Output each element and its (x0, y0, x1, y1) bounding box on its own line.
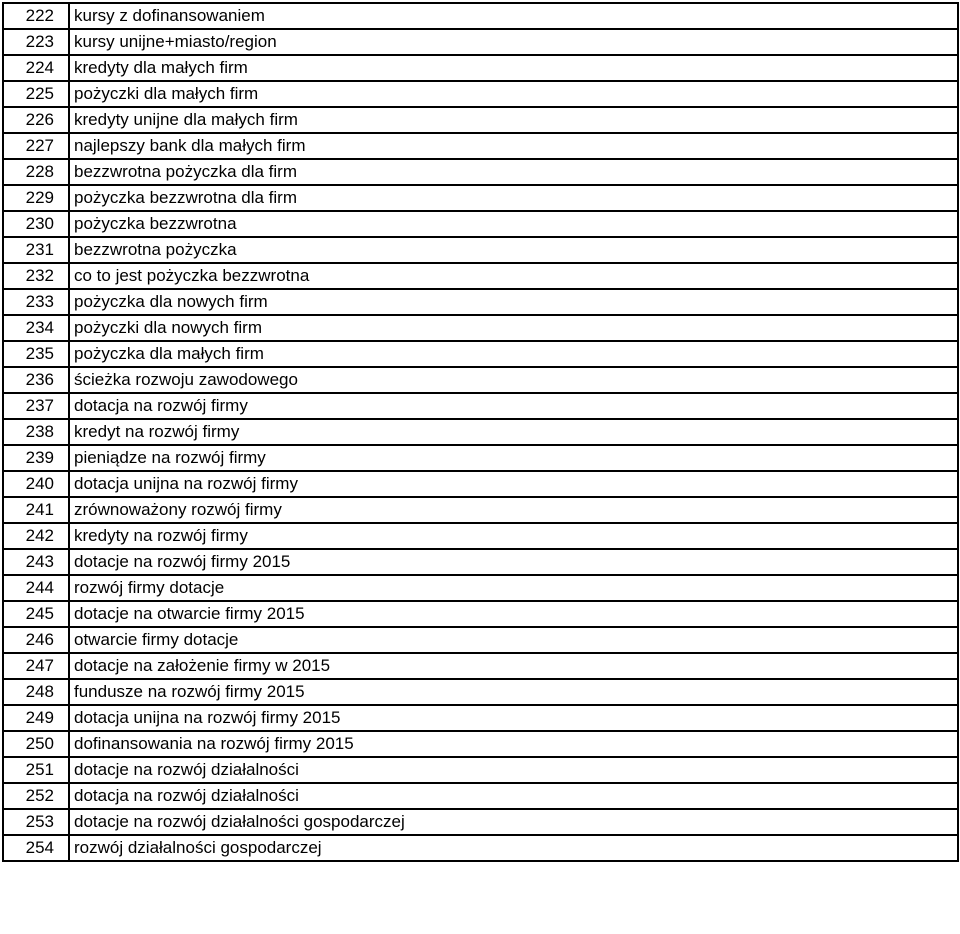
row-number-cell[interactable]: 247 (3, 653, 69, 679)
keyword-cell[interactable]: bezzwrotna pożyczka dla firm (69, 159, 958, 185)
keyword-cell[interactable]: otwarcie firmy dotacje (69, 627, 958, 653)
keyword-cell[interactable]: dotacje na rozwój działalności (69, 757, 958, 783)
table-row (3, 107, 958, 133)
keyword-cell[interactable]: kredyty unijne dla małych firm (69, 107, 958, 133)
keyword-cell[interactable]: kursy z dofinansowaniem (69, 3, 958, 29)
row-number-cell[interactable]: 245 (3, 601, 69, 627)
keyword-cell[interactable]: bezzwrotna pożyczka (69, 237, 958, 263)
keyword-table-body (3, 3, 958, 861)
table-row (3, 705, 958, 731)
keyword-cell[interactable]: pożyczka dla nowych firm (69, 289, 958, 315)
table-row (3, 445, 958, 471)
row-number-cell[interactable]: 236 (3, 367, 69, 393)
keyword-cell[interactable]: dotacje na rozwój działalności gospodarczej (69, 809, 958, 835)
row-number-cell[interactable]: 238 (3, 419, 69, 445)
table-row (3, 471, 958, 497)
row-number-cell[interactable]: 253 (3, 809, 69, 835)
keyword-cell[interactable]: dotacje na otwarcie firmy 2015 (69, 601, 958, 627)
table-row (3, 81, 958, 107)
table-row (3, 29, 958, 55)
table-row (3, 497, 958, 523)
table-row (3, 55, 958, 81)
row-number-cell[interactable]: 241 (3, 497, 69, 523)
table-row (3, 185, 958, 211)
table-row (3, 159, 958, 185)
table-row (3, 263, 958, 289)
keyword-cell[interactable]: najlepszy bank dla małych firm (69, 133, 958, 159)
table-row (3, 731, 958, 757)
table-row (3, 627, 958, 653)
row-number-cell[interactable]: 249 (3, 705, 69, 731)
table-row (3, 367, 958, 393)
table-row (3, 653, 958, 679)
keyword-cell[interactable]: pożyczka bezzwrotna (69, 211, 958, 237)
row-number-cell[interactable]: 240 (3, 471, 69, 497)
table-row (3, 757, 958, 783)
keyword-cell[interactable]: rozwój firmy dotacje (69, 575, 958, 601)
table-row (3, 601, 958, 627)
keyword-cell[interactable]: fundusze na rozwój firmy 2015 (69, 679, 958, 705)
table-row (3, 315, 958, 341)
keyword-cell[interactable]: kursy unijne+miasto/region (69, 29, 958, 55)
keyword-cell[interactable]: dofinansowania na rozwój firmy 2015 (69, 731, 958, 757)
row-number-cell[interactable]: 230 (3, 211, 69, 237)
row-number-cell[interactable]: 244 (3, 575, 69, 601)
table-row (3, 809, 958, 835)
row-number-cell[interactable]: 239 (3, 445, 69, 471)
table-row (3, 341, 958, 367)
keyword-cell[interactable]: dotacja unijna na rozwój firmy 2015 (69, 705, 958, 731)
table-row (3, 835, 958, 861)
row-number-cell[interactable]: 246 (3, 627, 69, 653)
keyword-cell[interactable]: pieniądze na rozwój firmy (69, 445, 958, 471)
keyword-cell[interactable]: kredyty dla małych firm (69, 55, 958, 81)
table-row (3, 133, 958, 159)
keyword-cell[interactable]: dotacja na rozwój działalności (69, 783, 958, 809)
row-number-cell[interactable]: 234 (3, 315, 69, 341)
keyword-cell[interactable]: rozwój działalności gospodarczej (69, 835, 958, 861)
row-number-cell[interactable]: 229 (3, 185, 69, 211)
table-row (3, 679, 958, 705)
row-number-cell[interactable]: 227 (3, 133, 69, 159)
keyword-cell[interactable]: ścieżka rozwoju zawodowego (69, 367, 958, 393)
keyword-cell[interactable]: kredyt na rozwój firmy (69, 419, 958, 445)
row-number-cell[interactable]: 250 (3, 731, 69, 757)
row-number-cell[interactable]: 248 (3, 679, 69, 705)
row-number-cell[interactable]: 254 (3, 835, 69, 861)
keyword-cell[interactable]: pożyczka dla małych firm (69, 341, 958, 367)
table-row (3, 289, 958, 315)
keyword-cell[interactable]: co to jest pożyczka bezzwrotna (69, 263, 958, 289)
row-number-cell[interactable]: 222 (3, 3, 69, 29)
table-row (3, 393, 958, 419)
table-row (3, 549, 958, 575)
row-number-cell[interactable]: 237 (3, 393, 69, 419)
row-number-cell[interactable]: 242 (3, 523, 69, 549)
row-number-cell[interactable]: 243 (3, 549, 69, 575)
table-row (3, 419, 958, 445)
table-row (3, 3, 958, 29)
table-row (3, 237, 958, 263)
keyword-cell[interactable]: dotacje na założenie firmy w 2015 (69, 653, 958, 679)
table-row (3, 523, 958, 549)
keyword-table (2, 2, 959, 862)
table-row (3, 783, 958, 809)
row-number-cell[interactable]: 225 (3, 81, 69, 107)
keyword-cell[interactable]: kredyty na rozwój firmy (69, 523, 958, 549)
keyword-cell[interactable]: zrównoważony rozwój firmy (69, 497, 958, 523)
row-number-cell[interactable]: 232 (3, 263, 69, 289)
keyword-cell[interactable]: dotacje na rozwój firmy 2015 (69, 549, 958, 575)
table-row (3, 575, 958, 601)
row-number-cell[interactable]: 226 (3, 107, 69, 133)
keyword-cell[interactable]: pożyczka bezzwrotna dla firm (69, 185, 958, 211)
keyword-cell[interactable]: dotacja na rozwój firmy (69, 393, 958, 419)
row-number-cell[interactable]: 231 (3, 237, 69, 263)
keyword-cell[interactable]: pożyczki dla małych firm (69, 81, 958, 107)
keyword-cell[interactable]: dotacja unijna na rozwój firmy (69, 471, 958, 497)
row-number-cell[interactable]: 228 (3, 159, 69, 185)
table-row (3, 211, 958, 237)
keyword-cell[interactable]: pożyczki dla nowych firm (69, 315, 958, 341)
row-number-cell[interactable]: 251 (3, 757, 69, 783)
row-number-cell[interactable]: 223 (3, 29, 69, 55)
row-number-cell[interactable]: 235 (3, 341, 69, 367)
row-number-cell[interactable]: 233 (3, 289, 69, 315)
row-number-cell[interactable]: 224 (3, 55, 69, 81)
row-number-cell[interactable]: 252 (3, 783, 69, 809)
